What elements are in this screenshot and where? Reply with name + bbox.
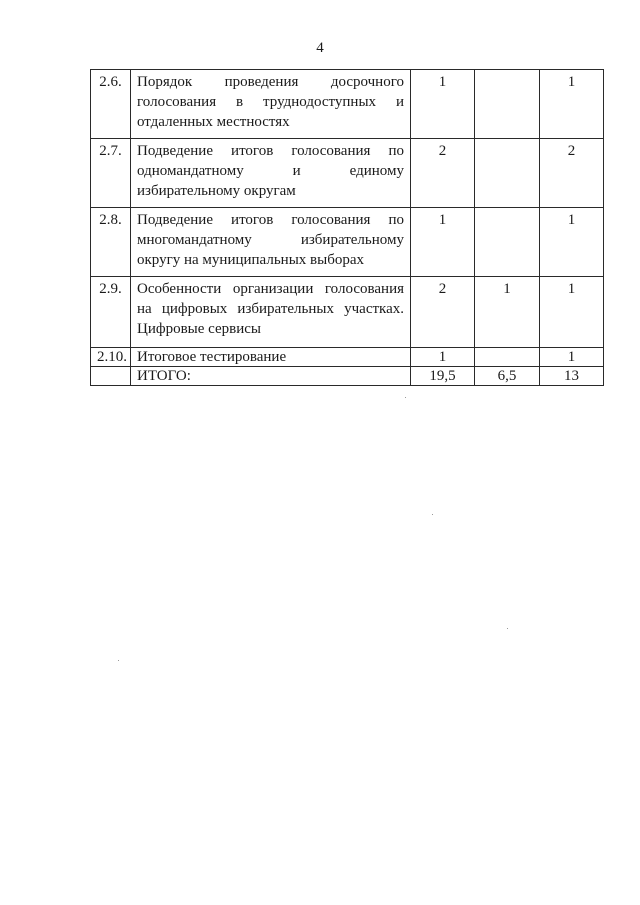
scan-speck	[432, 514, 433, 515]
total-label: ИТОГО:	[131, 367, 411, 386]
scan-speck	[507, 628, 508, 629]
hours-practice: 2	[540, 139, 604, 208]
hours-theory	[475, 139, 540, 208]
topic-title: Особенности организации голосования на цифровых избирательных участках. Цифровые сервисы	[131, 277, 411, 348]
hours-total: 1	[411, 348, 475, 367]
total-practice-hours: 13	[540, 367, 604, 386]
topic-title: Порядок проведения досрочного голосования в труднодоступных и отдаленных местностях	[131, 70, 411, 139]
hours-theory	[475, 208, 540, 277]
hours-practice: 1	[540, 277, 604, 348]
row-number: 2.9.	[91, 277, 131, 348]
hours-practice: 1	[540, 70, 604, 139]
table-row	[91, 70, 604, 139]
hours-practice: 1	[540, 208, 604, 277]
total-theory-hours: 6,5	[475, 367, 540, 386]
hours-practice: 1	[540, 348, 604, 367]
topic-title: Итоговое тестирование	[131, 348, 411, 367]
curriculum-table	[90, 69, 604, 386]
table-total-row	[91, 367, 604, 386]
total-hours: 19,5	[411, 367, 475, 386]
hours-total: 2	[411, 277, 475, 348]
hours-theory	[475, 70, 540, 139]
row-number: 2.7.	[91, 139, 131, 208]
topic-title: Подведение итогов голосования по многомандатному избирательному округу на муниципальных выборах	[131, 208, 411, 277]
table-row	[91, 208, 604, 277]
hours-theory	[475, 348, 540, 367]
scan-speck	[118, 660, 119, 661]
hours-total: 1	[411, 70, 475, 139]
hours-total: 2	[411, 139, 475, 208]
hours-theory: 1	[475, 277, 540, 348]
row-number	[91, 367, 131, 386]
table-row	[91, 277, 604, 348]
hours-total: 1	[411, 208, 475, 277]
page-number: 4	[316, 40, 324, 56]
row-number: 2.8.	[91, 208, 131, 277]
row-number: 2.10.	[91, 348, 131, 367]
scan-speck	[405, 397, 406, 398]
topic-title: Подведение итогов голосования по одномандатному и единому избирательному округам	[131, 139, 411, 208]
row-number: 2.6.	[91, 70, 131, 139]
table-row	[91, 139, 604, 208]
table-row	[91, 348, 604, 367]
